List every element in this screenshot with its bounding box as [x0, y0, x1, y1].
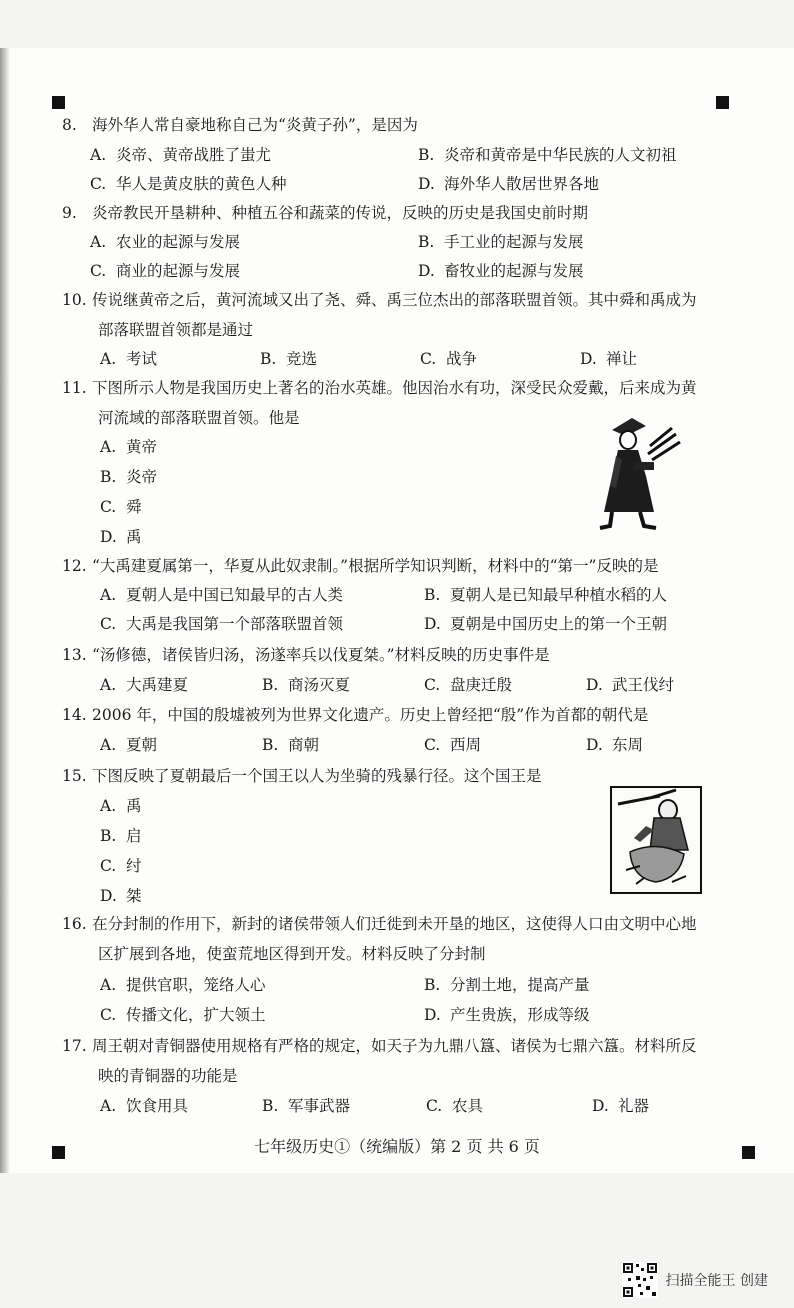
option-b: B. 分割土地，提高产量: [424, 976, 590, 994]
question-9: 9. 炎帝教民开垦耕种、种植五谷和蔬菜的传说，反映的历史是我国史前时期: [62, 204, 589, 222]
option-a: A. 夏朝人是中国已知最早的古人类: [100, 586, 344, 604]
question-13: 13. “汤修德，诸侯皆归汤，汤遂率兵以伐夏桀。”材料反映的历史事件是: [62, 646, 550, 664]
registration-mark: [52, 96, 65, 109]
yu-the-great-figure-icon: [596, 416, 686, 534]
option-d: D. 禅让: [580, 350, 638, 368]
option-d: D. 礼器: [592, 1097, 650, 1115]
option-b: B. 竞选: [260, 350, 318, 368]
option-d: D. 禹: [100, 528, 142, 546]
option-a: A. 禹: [100, 797, 142, 815]
question-17-continued: 映的青铜器的功能是: [98, 1067, 238, 1085]
option-a: A. 炎帝、黄帝战胜了蚩尤: [90, 146, 272, 164]
question-11: 11. 下图所示人物是我国历史上著名的治水英雄。他因治水有功，深受民众爱戴，后来成为黄: [62, 379, 697, 397]
option-b: B. 军事武器: [262, 1097, 351, 1115]
page-footer: 七年级历史①（统编版）第 2 页 共 6 页: [254, 1137, 540, 1156]
option-b: B. 炎帝和黄帝是中华民族的人文初祖: [418, 146, 677, 164]
qr-code-icon: [622, 1262, 658, 1298]
option-c: C. 商业的起源与发展: [90, 262, 241, 280]
question-8: 8. 海外华人常自豪地称自己为“炎黄子孙”，是因为: [62, 116, 418, 134]
option-b: B. 炎帝: [100, 468, 158, 486]
question-10-continued: 部落联盟首领都是通过: [98, 321, 254, 339]
option-c: C. 传播文化，扩大领土: [100, 1006, 266, 1024]
option-a: A. 饮食用具: [100, 1097, 189, 1115]
option-a: A. 夏朝: [100, 736, 158, 754]
watermark-text: 扫描全能王 创建: [665, 1273, 768, 1289]
option-d: D. 畜牧业的起源与发展: [418, 262, 584, 280]
option-d: D. 海外华人散居世界各地: [418, 175, 600, 193]
option-b: B. 商朝: [262, 736, 320, 754]
scan-edge-shadow: [0, 48, 10, 1173]
option-d: D. 夏朝是中国历史上的第一个王朝: [424, 615, 668, 633]
question-17: 17. 周王朝对青铜器使用规格有严格的规定，如天子为九鼎八簋、诸侯为七鼎六簋。材料所反: [62, 1037, 697, 1055]
option-c: C. 纣: [100, 857, 142, 875]
option-a: A. 黄帝: [100, 438, 158, 456]
option-a: A. 提供官职，笼络人心: [100, 976, 266, 994]
option-a: A. 农业的起源与发展: [90, 233, 241, 251]
option-b: B. 手工业的起源与发展: [418, 233, 584, 251]
option-c: C. 农具: [426, 1097, 484, 1115]
king-jie-riding-person-icon: [610, 786, 702, 894]
option-c: C. 舜: [100, 498, 142, 516]
option-d: D. 武王伐纣: [586, 676, 675, 694]
option-b: B. 商汤灭夏: [262, 676, 351, 694]
question-16-continued: 区扩展到各地，使蛮荒地区得到开发。材料反映了分封制: [98, 945, 486, 963]
question-15: 15. 下图反映了夏朝最后一个国王以人为坐骑的残暴行径。这个国王是: [62, 767, 542, 785]
question-14: 14. 2006 年，中国的殷墟被列为世界文化遗产。历史上曾经把“殷”作为首都的朝代是: [62, 706, 649, 724]
option-c: C. 战争: [420, 350, 478, 368]
question-12: 12. “大禹建夏属第一，华夏从此奴隶制。”根据所学知识判断，材料中的“第一”反映的是: [62, 557, 659, 575]
question-10: 10. 传说继黄帝之后，黄河流域又出了尧、舜、禹三位杰出的部落联盟首领。其中舜和禹成为: [62, 291, 697, 309]
option-d: D. 东周: [586, 736, 644, 754]
option-c: C. 盘庚迁殷: [424, 676, 513, 694]
option-b: B. 启: [100, 827, 142, 845]
option-a: A. 大禹建夏: [100, 676, 189, 694]
option-c: C. 大禹是我国第一个部落联盟首领: [100, 615, 344, 633]
registration-mark: [716, 96, 729, 109]
option-a: A. 考试: [100, 350, 158, 368]
option-b: B. 夏朝人是已知最早种植水稻的人: [424, 586, 668, 604]
option-d: D. 桀: [100, 887, 142, 905]
question-11-continued: 河流域的部落联盟首领。他是: [98, 409, 300, 427]
option-c: C. 西周: [424, 736, 482, 754]
question-16: 16. 在分封制的作用下，新封的诸侯带领人们迁徙到未开垦的地区，这使得人口由文明中心地: [62, 915, 697, 933]
option-c: C. 华人是黄皮肤的黄色人种: [90, 175, 287, 193]
option-d: D. 产生贵族，形成等级: [424, 1006, 590, 1024]
scanner-watermark: [622, 1262, 768, 1298]
